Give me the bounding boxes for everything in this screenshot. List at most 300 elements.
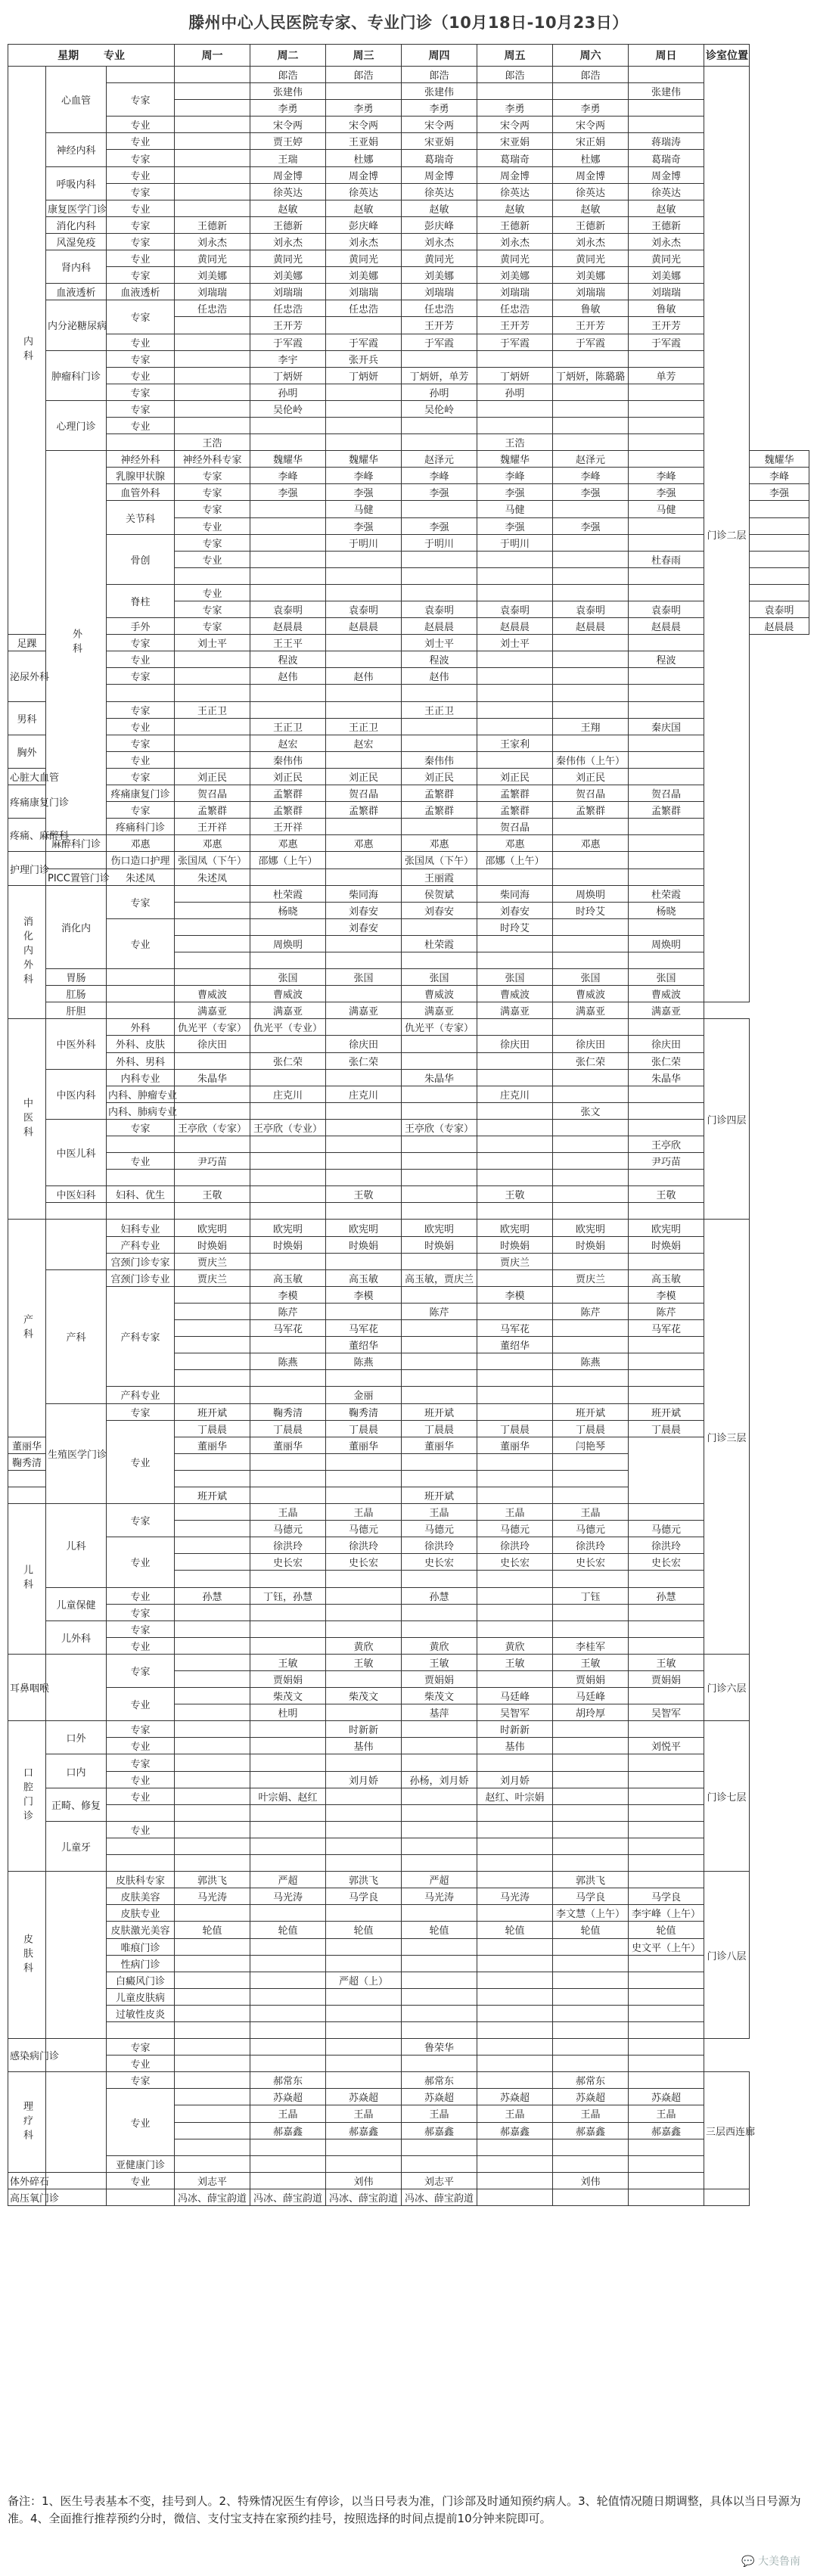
doctor-cell: 任忠浩	[326, 300, 402, 317]
doctor-cell: 鲁敏	[553, 300, 629, 317]
doctor-cell: 王敏	[553, 1654, 629, 1670]
doctor-cell: 刘士平	[175, 635, 250, 651]
doctor-cell: 丁炳妍	[326, 367, 402, 384]
doctor-cell	[629, 117, 704, 133]
doctor-cell: 徐英达	[250, 183, 326, 200]
type-cell: 专家	[107, 2072, 175, 2089]
doctor-cell	[402, 1353, 477, 1370]
doctor-cell: 刘永杰	[629, 233, 704, 250]
doctor-cell: 张国	[250, 969, 326, 986]
doctor-cell: 刘美娜	[326, 267, 402, 284]
doctor-cell: 邓惠	[175, 835, 250, 852]
type-cell: 妇科专业	[107, 1220, 175, 1236]
doctor-cell: 马健	[477, 501, 553, 517]
type-cell: 专业	[107, 1738, 175, 1754]
doctor-cell	[250, 1637, 326, 1654]
doctor-cell: 张国	[402, 969, 477, 986]
subcategory-cell: 血液透析	[46, 284, 107, 300]
table-row	[8, 166, 809, 183]
doctor-cell: 董丽华	[8, 1437, 46, 1453]
doctor-cell	[750, 501, 809, 517]
doctor-cell	[553, 819, 629, 835]
doctor-cell: 王晶	[477, 1504, 553, 1521]
doctor-cell: 李勇	[553, 100, 629, 117]
doctor-cell	[629, 1620, 704, 1637]
doctor-cell	[553, 1604, 629, 1620]
table-row	[8, 1955, 809, 1972]
doctor-cell	[402, 1972, 477, 1988]
doctor-cell: 马军花	[326, 1320, 402, 1337]
doctor-cell	[553, 350, 629, 367]
doctor-cell	[326, 1069, 402, 1086]
table-row	[8, 300, 809, 317]
doctor-cell: 王亭欣	[629, 1136, 704, 1153]
type-cell: 专家	[107, 183, 175, 200]
doctor-cell	[250, 2139, 326, 2155]
doctor-cell	[629, 2056, 704, 2072]
doctor-cell: 董绍华	[477, 1337, 553, 1353]
doctor-cell: 欧宪明	[477, 1220, 553, 1236]
table-row	[8, 200, 809, 216]
subcategory-cell: 生殖医学门诊	[46, 1403, 107, 1504]
doctor-cell	[402, 1855, 477, 1872]
doctor-cell: 曹威波	[250, 986, 326, 1002]
doctor-cell: 马光涛	[477, 1888, 553, 1905]
category-cell: 外科	[46, 451, 107, 835]
doctor-cell	[750, 584, 809, 601]
type-cell	[107, 67, 175, 83]
doctor-cell: 王敏	[250, 1654, 326, 1670]
doctor-cell: 张仁荣	[326, 1052, 402, 1069]
doctor-cell	[326, 1821, 402, 1838]
type-cell: 专业	[107, 1587, 175, 1604]
doctor-cell	[250, 1604, 326, 1620]
doctor-cell: 马廷峰	[477, 1688, 553, 1704]
doctor-cell	[553, 400, 629, 417]
doctor-cell: 丁炳妍，单芳	[402, 367, 477, 384]
doctor-cell	[629, 952, 704, 968]
doctor-cell	[402, 551, 477, 567]
doctor-cell: 鲁荣华	[402, 2039, 477, 2056]
doctor-cell	[553, 2155, 629, 2172]
doctor-cell	[326, 1587, 402, 1604]
type-cell: 专家	[107, 885, 175, 918]
doctor-cell	[326, 651, 402, 668]
doctor-cell	[629, 1086, 704, 1102]
doctor-cell: 王德新	[175, 216, 250, 233]
doctor-cell	[250, 1804, 326, 1821]
doctor-cell	[629, 1804, 704, 1821]
doctor-cell	[553, 1754, 629, 1771]
doctor-cell: 王晶	[326, 2105, 402, 2122]
type-cell: 专业	[107, 2172, 175, 2189]
doctor-cell: 任忠浩	[402, 300, 477, 317]
subcategory-cell: 胸外	[8, 735, 46, 768]
table-row	[8, 2021, 809, 2038]
doctor-cell: 李勇	[326, 100, 402, 117]
doctor-cell	[175, 1387, 250, 1403]
doctor-cell: 王开芳	[629, 317, 704, 334]
doctor-cell	[326, 1855, 402, 1872]
table-row	[8, 1788, 809, 1804]
doctor-cell	[553, 1620, 629, 1637]
doctor-cell: 赵晨晨	[750, 618, 809, 635]
doctor-cell: 马光涛	[175, 1888, 250, 1905]
doctor-cell: 李模	[477, 1286, 553, 1303]
doctor-cell	[553, 2056, 629, 2072]
doctor-cell: 柴同海	[477, 885, 553, 902]
doctor-cell: 孟繁群	[402, 802, 477, 819]
type-cell: 白癜风门诊	[107, 1972, 175, 1988]
table-row	[8, 1269, 809, 1286]
doctor-cell: 于军霞	[477, 334, 553, 350]
type-cell: 专业	[107, 1788, 175, 1804]
doctor-cell: 王敏	[629, 1654, 704, 1670]
doctor-cell: 郎浩	[326, 67, 402, 83]
doctor-cell	[553, 551, 629, 567]
type-cell: PICC置管门诊	[46, 869, 107, 885]
doctor-cell: 刘瑞瑞	[326, 284, 402, 300]
doctor-cell	[629, 751, 704, 768]
doctor-cell: 徐庆田	[629, 1036, 704, 1052]
doctor-cell	[629, 67, 704, 83]
doctor-cell	[326, 1370, 402, 1387]
doctor-cell	[477, 1587, 553, 1604]
doctor-cell: 贾娟娟	[629, 1671, 704, 1688]
doctor-cell	[326, 1938, 402, 1955]
type-cell: 外科、男科	[107, 1052, 175, 1069]
doctor-cell: 黄同光	[250, 250, 326, 267]
doctor-cell: 程波	[629, 651, 704, 668]
doctor-cell: 王正卫	[175, 701, 250, 718]
doctor-cell	[553, 534, 629, 551]
doctor-cell	[175, 1571, 250, 1587]
doctor-cell	[477, 2039, 553, 2056]
doctor-cell: 朱述凤	[175, 869, 250, 885]
table-row	[8, 1688, 809, 1704]
doctor-cell: 刘永杰	[250, 233, 326, 250]
doctor-cell	[477, 1754, 553, 1771]
doctor-cell	[629, 1119, 704, 1136]
doctor-cell	[175, 200, 250, 216]
doctor-cell	[402, 2021, 477, 2038]
table-row	[8, 969, 809, 986]
doctor-cell	[477, 1872, 553, 1888]
doctor-cell	[553, 417, 629, 433]
doctor-cell: 王晶	[477, 2105, 553, 2122]
doctor-cell: 徐庆田	[326, 1036, 402, 1052]
doctor-cell: 欧宪明	[250, 1220, 326, 1236]
doctor-cell	[477, 2021, 553, 2038]
doctor-cell: 郝嘉鑫	[477, 2122, 553, 2139]
doctor-cell: 黄同光	[629, 250, 704, 267]
doctor-cell: 孙慧	[175, 1587, 250, 1604]
table-row	[8, 1420, 809, 1437]
table-row	[8, 267, 809, 284]
doctor-cell	[402, 2056, 477, 2072]
doctor-cell	[250, 551, 326, 567]
doctor-cell: 马健	[629, 501, 704, 517]
table-row	[8, 2172, 809, 2189]
doctor-cell	[326, 1804, 402, 1821]
doctor-cell: 刘正民	[250, 768, 326, 785]
doctor-cell	[477, 2005, 553, 2021]
doctor-cell: 鞠秀清	[8, 1453, 46, 1470]
doctor-cell: 孟繁群	[477, 802, 553, 819]
doctor-cell	[326, 701, 402, 718]
type-cell: 专家	[107, 2039, 175, 2056]
doctor-cell	[477, 2056, 553, 2072]
doctor-cell: 刘瑞瑞	[477, 284, 553, 300]
doctor-cell	[553, 1721, 629, 1738]
doctor-cell: 李强	[326, 484, 402, 501]
doctor-cell: 李宇	[250, 350, 326, 367]
doctor-cell	[175, 1286, 250, 1303]
doctor-cell: 王晶	[629, 2105, 704, 2122]
doctor-cell	[477, 1019, 553, 1036]
type-cell: 皮肤专业	[107, 1905, 175, 1922]
subcategory-cell: 中医妇科	[46, 1186, 107, 1203]
doctor-cell	[553, 83, 629, 100]
type-cell: 专家	[107, 300, 175, 334]
table-row	[8, 417, 809, 433]
type-cell: 专业	[107, 166, 175, 183]
doctor-cell	[250, 1036, 326, 1052]
type-cell: 专家	[107, 150, 175, 166]
subcategory-cell: 消化内	[46, 885, 107, 968]
doctor-cell: 陈燕	[326, 1353, 402, 1370]
table-row	[8, 1253, 809, 1269]
doctor-cell	[629, 1955, 704, 1972]
type-cell: 专家	[107, 1504, 175, 1537]
table-row	[8, 1236, 809, 1253]
subcategory-cell: 关节科	[107, 501, 175, 534]
doctor-cell	[402, 501, 477, 517]
doctor-cell	[629, 2139, 704, 2155]
doctor-cell: 赵敏	[402, 200, 477, 216]
doctor-cell: 宋亚娟	[402, 133, 477, 150]
table-row	[8, 83, 809, 100]
doctor-cell	[629, 1387, 704, 1403]
subcategory-cell: 儿童牙	[46, 1821, 107, 1871]
doctor-cell: 徐庆田	[477, 1036, 553, 1052]
doctor-cell: 张国凤（下午）	[175, 852, 250, 869]
doctor-cell	[250, 2021, 326, 2038]
type-cell: 专家	[175, 601, 250, 618]
doctor-cell	[629, 1102, 704, 1119]
doctor-cell: 李峰	[250, 468, 326, 484]
doctor-cell	[629, 2039, 704, 2056]
doctor-cell	[250, 567, 326, 584]
doctor-cell	[553, 918, 629, 935]
subcategory-cell: 神经内科	[46, 133, 107, 166]
doctor-cell: 袁泰明	[553, 601, 629, 618]
doctor-cell	[553, 1153, 629, 1170]
doctor-cell	[175, 1554, 250, 1571]
doctor-cell: 李强	[553, 484, 629, 501]
doctor-cell: 王浩	[477, 434, 553, 451]
doctor-cell	[553, 1370, 629, 1387]
type-cell: 妇科、优生	[107, 1186, 175, 1203]
doctor-cell	[553, 1170, 629, 1186]
doctor-cell: 轮值	[250, 1922, 326, 1938]
doctor-cell: 侯贺斌	[402, 885, 477, 902]
doctor-cell: 王晶	[326, 1504, 402, 1521]
subcategory-cell: 口外	[46, 1721, 107, 1754]
doctor-cell	[402, 1938, 477, 1955]
doctor-cell	[250, 1387, 326, 1403]
doctor-cell: 王亭欣（专家）	[402, 1119, 477, 1136]
doctor-cell	[402, 1754, 477, 1771]
doctor-cell	[477, 952, 553, 968]
category-cell: 体外碎石	[8, 2172, 46, 2189]
doctor-cell	[477, 935, 553, 952]
doctor-cell: 刘瑞瑞	[175, 284, 250, 300]
doctor-cell: 苏焱超	[402, 2089, 477, 2105]
doctor-cell: 张仁荣	[250, 1052, 326, 1069]
doctor-cell	[175, 1972, 250, 1988]
type-cell	[175, 567, 250, 584]
type-cell	[107, 1855, 175, 1872]
subcategory-cell: 肛肠	[46, 986, 107, 1002]
doctor-cell: 李峰	[553, 468, 629, 484]
doctor-cell: 刘志平	[402, 2172, 477, 2189]
doctor-cell: 张建伟	[402, 83, 477, 100]
doctor-cell: 王晶	[250, 1504, 326, 1521]
subcategory-cell: 中医内科	[46, 1069, 107, 1119]
doctor-cell	[175, 1637, 250, 1654]
doctor-cell: 王晶	[402, 2105, 477, 2122]
doctor-cell: 邓惠	[326, 835, 402, 852]
type-cell	[107, 986, 175, 1002]
doctor-cell: 史文平（上午）	[629, 1938, 704, 1955]
doctor-cell: 刘美娜	[402, 267, 477, 284]
table-row	[8, 1286, 809, 1303]
doctor-cell	[326, 1203, 402, 1220]
doctor-cell	[250, 534, 326, 551]
type-cell: 专家	[107, 701, 175, 718]
doctor-cell: 欧宪明	[553, 1220, 629, 1236]
doctor-cell: 庄克川	[326, 1086, 402, 1102]
doctor-cell: 郭洪飞	[326, 1872, 402, 1888]
doctor-cell: 赵伟	[402, 668, 477, 685]
doctor-cell	[629, 400, 704, 417]
doctor-cell	[477, 685, 553, 701]
doctor-cell: 丁炳妍	[477, 367, 553, 384]
table-row	[8, 1587, 809, 1604]
doctor-cell: 马学良	[326, 1888, 402, 1905]
doctor-cell: 郝嘉鑫	[250, 2122, 326, 2139]
doctor-cell	[250, 1203, 326, 1220]
doctor-cell	[402, 1052, 477, 1069]
type-cell: 外科	[107, 1019, 175, 1036]
doctor-cell: 鲁敏	[629, 300, 704, 317]
doctor-cell: 单芳	[629, 367, 704, 384]
subcategory-cell: 疼痛、麻醉科	[8, 819, 46, 852]
doctor-cell: 孟繁群	[477, 785, 553, 802]
doctor-cell: 邵娜（上午）	[250, 852, 326, 869]
doctor-cell: 尹巧苗	[175, 1153, 250, 1170]
table-row	[8, 1002, 809, 1019]
doctor-cell: 王晶	[250, 2105, 326, 2122]
doctor-cell	[477, 2172, 553, 2189]
doctor-cell: 陈芹	[250, 1303, 326, 1319]
subcategory-cell: 手外	[107, 618, 175, 635]
doctor-cell: 王敬	[629, 1186, 704, 1203]
header-day: 周一	[175, 45, 250, 67]
doctor-cell: 王亭欣（专业）	[250, 1119, 326, 1136]
doctor-cell: 班开斌	[402, 1403, 477, 1420]
doctor-cell: 孟繁群	[175, 802, 250, 819]
category-cell: 感染病门诊	[8, 2039, 46, 2072]
doctor-cell	[477, 83, 553, 100]
table-row	[8, 367, 809, 384]
doctor-cell	[326, 1102, 402, 1119]
doctor-cell	[175, 1905, 250, 1922]
doctor-cell: 王敬	[175, 1186, 250, 1203]
doctor-cell: 柴茂文	[402, 1688, 477, 1704]
doctor-cell: 时焕娟	[175, 1236, 250, 1253]
type-cell: 专家	[107, 802, 175, 819]
doctor-cell	[326, 384, 402, 400]
doctor-cell	[175, 1721, 250, 1738]
doctor-cell: 班开斌	[629, 1403, 704, 1420]
doctor-cell	[629, 2155, 704, 2172]
doctor-cell	[629, 1855, 704, 1872]
doctor-cell	[175, 1170, 250, 1186]
table-row	[8, 1922, 809, 1938]
doctor-cell	[250, 1571, 326, 1587]
doctor-cell	[629, 1872, 704, 1888]
doctor-cell	[477, 2072, 553, 2089]
doctor-cell	[553, 935, 629, 952]
doctor-cell: 刘士平	[477, 635, 553, 651]
doctor-cell: 孟繁群	[402, 785, 477, 802]
doctor-cell: 周焕明	[250, 935, 326, 952]
doctor-cell	[553, 1203, 629, 1220]
doctor-cell: 董丽华	[326, 1437, 402, 1453]
doctor-cell: 于军霞	[326, 334, 402, 350]
doctor-cell	[175, 952, 250, 968]
doctor-cell	[629, 2172, 704, 2189]
doctor-cell	[326, 1487, 402, 1503]
doctor-cell	[477, 400, 553, 417]
doctor-cell: 朱述凤	[107, 869, 175, 885]
doctor-cell: 仇光平（专家）	[175, 1019, 250, 1036]
doctor-cell	[629, 1721, 704, 1738]
table-row	[8, 133, 809, 150]
doctor-cell: 徐英达	[629, 183, 704, 200]
table-row	[8, 618, 809, 635]
doctor-cell	[175, 668, 250, 685]
type-cell: 专业	[107, 200, 175, 216]
schedule-body	[8, 67, 809, 2206]
watermark	[741, 2553, 800, 2568]
doctor-cell: 时焕娟	[402, 1236, 477, 1253]
header-dept: 专业	[103, 50, 125, 62]
doctor-cell	[250, 1470, 326, 1487]
subcategory-cell: 儿童保健	[46, 1587, 107, 1620]
doctor-cell: 尹巧苗	[629, 1153, 704, 1170]
doctor-cell	[477, 567, 553, 584]
doctor-cell: 邵娜（上午）	[477, 852, 553, 869]
type-cell: 内科专业	[107, 1069, 175, 1086]
doctor-cell: 王正卫	[250, 718, 326, 735]
table-row	[8, 819, 809, 835]
table-row	[8, 1988, 809, 2005]
doctor-cell	[477, 1571, 553, 1587]
table-row	[8, 785, 809, 802]
